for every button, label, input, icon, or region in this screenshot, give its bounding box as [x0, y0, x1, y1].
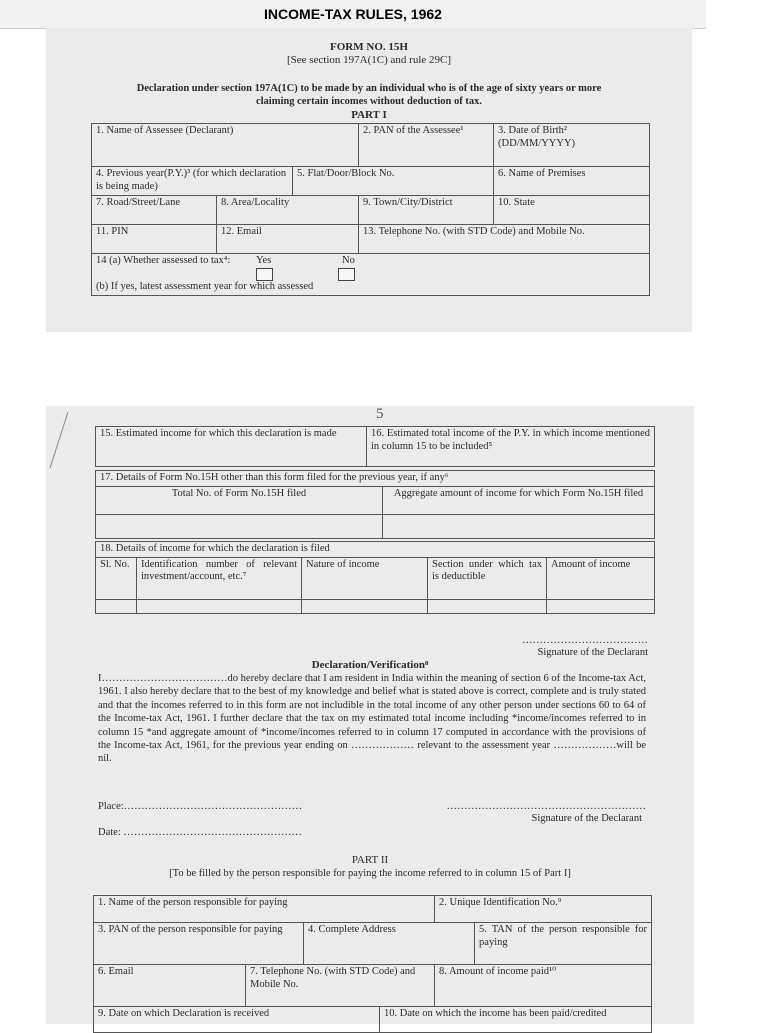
- part-2-heading: PART II: [351, 854, 389, 866]
- col-amount-of-income: Amount of income: [547, 557, 655, 599]
- income-row-cell[interactable]: [302, 599, 428, 613]
- p2-field-email[interactable]: 6. Email: [94, 965, 246, 1007]
- field-name-of-premises[interactable]: 6. Name of Premises: [494, 167, 650, 196]
- part-1-heading: PART I: [351, 109, 387, 121]
- part-2-note: [To be filled by the person responsible for paying the income referred to in column 15 of Part I]: [169, 868, 571, 879]
- document-title: INCOME-TAX RULES, 1962: [264, 6, 442, 22]
- latest-assessment-year-label: (b) If yes, latest assessment year for which assessed: [96, 281, 314, 292]
- col-identification-number: Identification number of relevant investment/account, etc.⁷: [137, 557, 302, 599]
- verification-paragraph: I………………………………do hereby declare that I am resident in India within the meaning of section 6 of the Income-tax Act, 1961. I also hereby declare that to the best of my knowledge and belief what is stated above is correct, complete and is truly stated and that the incomes referred to in this form are not includible in the total income of any other person under sections 60 to 64 of the Income-tax Act, 1961. I further declare that the tax on my estimated total income including *income/incomes referred to in column 15 *and aggregate amount of *income/incomes referred to in column 17 computed in accordance with the provisions of the Income-tax Act, 1961, for the previous year ending on ……………… relevant to the assessment year ………………will be nil.: [98, 673, 646, 765]
- section-reference: [See section 197A(1C) and rule 29C]: [286, 54, 452, 66]
- col-section: Section under which tax is deductible: [428, 557, 547, 599]
- scanned-page-2: [46, 406, 694, 1024]
- scanned-page-1: [46, 28, 692, 332]
- p2-field-payer-name[interactable]: 1. Name of the person responsible for paying: [94, 896, 435, 923]
- field-town-city-district[interactable]: 9. Town/City/District: [359, 196, 494, 225]
- field-email[interactable]: 12. Email: [217, 225, 359, 254]
- p2-field-payer-tan[interactable]: 5. TAN of the person responsible for paying: [475, 923, 652, 965]
- declaration-heading-line2: claiming certain incomes without deduction of tax.: [255, 96, 483, 107]
- field-area-locality[interactable]: 8. Area/Locality: [217, 196, 359, 225]
- part-1-table: [91, 123, 650, 296]
- field-pin[interactable]: 11. PIN: [92, 225, 217, 254]
- field-previous-year[interactable]: 4. Previous year(P.Y.)³ (for which declaration is being made): [92, 167, 293, 196]
- signature-label-2: Signature of the Declarant: [531, 813, 642, 824]
- p2-field-date-paid[interactable]: 10. Date on which the income has been paid/credited: [380, 1007, 652, 1033]
- income-details-heading: 18. Details of income for which the declaration is filed: [96, 542, 655, 558]
- part-2-table: [93, 895, 652, 1033]
- handwritten-page-mark: 5: [376, 406, 384, 422]
- income-details-table: [95, 541, 655, 614]
- income-row-cell[interactable]: [96, 599, 137, 613]
- field-date-of-birth[interactable]: 3. Date of Birth² (DD/MM/YYYY): [494, 124, 650, 167]
- field-state[interactable]: 10. State: [494, 196, 650, 225]
- field-telephone-mobile[interactable]: 13. Telephone No. (with STD Code) and Mobile No.: [359, 225, 650, 254]
- col-serial-no: Sl. No.: [96, 557, 137, 599]
- signature-line-1[interactable]: ………………………………: [522, 635, 648, 646]
- field-assessed-to-tax: [92, 254, 650, 296]
- col-nature-of-income: Nature of income: [302, 557, 428, 599]
- income-row-cell[interactable]: [137, 599, 302, 613]
- income-row-cell[interactable]: [428, 599, 547, 613]
- income-row-cell[interactable]: [547, 599, 655, 613]
- form-15h-details-heading: 17. Details of Form No.15H other than this form filed for the previous year, if any⁶: [96, 471, 655, 487]
- income-estimate-table: [95, 426, 655, 467]
- yes-checkbox[interactable]: [256, 268, 273, 281]
- p2-field-telephone[interactable]: 7. Telephone No. (with STD Code) and Mobile No.: [246, 965, 435, 1007]
- field-road-street-lane[interactable]: 7. Road/Street/Lane: [92, 196, 217, 225]
- field-pan-of-assessee[interactable]: 2. PAN of the Assessee¹: [359, 124, 494, 167]
- field-estimated-total-income[interactable]: 16. Estimated total income of the P.Y. in which income mentioned in column 15 to be included⁵: [367, 427, 655, 467]
- form-15h-details-table: [95, 470, 655, 539]
- no-label: No: [342, 255, 355, 266]
- p2-field-date-received[interactable]: 9. Date on which Declaration is received: [94, 1007, 380, 1033]
- signature-line-2[interactable]: …………………………………………………: [446, 801, 646, 812]
- no-checkbox[interactable]: [338, 268, 355, 281]
- declaration-heading-line1: Declaration under section 197A(1C) to be made by an individual who is of the age of sixty years or more: [136, 83, 602, 94]
- p2-field-unique-id[interactable]: 2. Unique Identification No.⁹: [435, 896, 652, 923]
- form-15h-count-cell[interactable]: [96, 515, 383, 539]
- field-estimated-income[interactable]: 15. Estimated income for which this declaration is made: [96, 427, 367, 467]
- place-field[interactable]: Place:……………………………………………: [98, 801, 303, 812]
- document-header-bar: [0, 0, 706, 29]
- signature-label-1: Signature of the Declarant: [537, 647, 648, 658]
- form-15h-count-header: Total No. of Form No.15H filed: [96, 487, 383, 515]
- form-15h-aggregate-cell[interactable]: [383, 515, 655, 539]
- p2-field-payer-pan[interactable]: 3. PAN of the person responsible for paying: [94, 923, 304, 965]
- yes-label: Yes: [256, 255, 272, 266]
- date-field[interactable]: Date: ……………………………………………: [98, 827, 302, 838]
- field-flat-door-block[interactable]: 5. Flat/Door/Block No.: [293, 167, 494, 196]
- verification-title: Declaration/Verification⁸: [311, 659, 429, 671]
- p2-field-amount-paid[interactable]: 8. Amount of income paid¹⁰: [435, 965, 652, 1007]
- form-number: FORM NO. 15H: [330, 41, 408, 53]
- assessed-to-tax-label: 14 (a) Whether assessed to tax⁴:: [96, 255, 231, 266]
- scan-artifact-mark: [46, 410, 70, 470]
- p2-field-complete-address[interactable]: 4. Complete Address: [304, 923, 475, 965]
- field-name-of-assessee[interactable]: 1. Name of Assessee (Declarant): [92, 124, 359, 167]
- form-15h-aggregate-header: Aggregate amount of income for which Form No.15H filed: [383, 487, 655, 515]
